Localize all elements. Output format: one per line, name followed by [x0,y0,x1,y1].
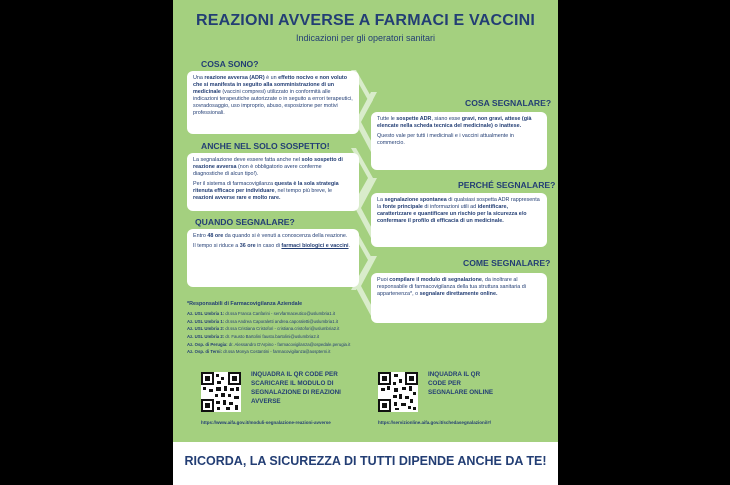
box-quando-segnalare [187,229,359,287]
cosa-sono-text-2: è un [264,75,279,81]
responsabili-row [187,325,397,333]
cosa-segnalare-text-2: , siano esse [431,116,462,122]
footer-banner [173,442,558,485]
box-come-segnalare [371,273,547,323]
qr-code-modulo[interactable] [201,372,241,412]
heading-anche-sospetto: ANCHE NEL SOLO SOSPETTO! [201,141,330,151]
responsabili-person: dr.ssa Cristiana Cristofori - cristiana.cristofori@uslumbria2.it [224,326,340,332]
perche-text-3: di informazioni utili ad [422,204,478,211]
footer-text: RICORDA, LA SICUREZZA DI TUTTI DIPENDE ANCHE DA TE! [184,454,547,468]
quando-text-2: da quando si è venuti a conoscenza della reazione. [223,233,348,239]
responsabili-org: Az. Osp. di Perugia: [187,341,228,347]
cosa-segnalare-bold-1: sospette ADR [396,116,432,122]
cosa-segnalare-bold-2: gravi, non gravi, attese (già elencate nella scheda tecnica del medicinale) o inattese. [377,116,532,130]
qr-code-online[interactable] [378,372,418,412]
cosa-sono-text-1: Una [193,75,205,81]
qr-url-online[interactable]: https://servizionline.aifa.gov.it/schedasegnalazioni/#/ [378,420,491,425]
anche-sospetto-text-1: La segnalazione deve essere fatta anche nel [193,157,302,163]
perche-bold-1: segnalazione spontanea [384,197,447,203]
cosa-sono-bold-1: reazione avversa (ADR) [204,75,265,81]
responsabili-row [187,310,397,318]
quando-text-1: Entro [193,233,208,239]
responsabili-org: Az. USL Umbria 2: [187,326,225,332]
box-perche-segnalare [371,193,547,247]
responsabili-person: dr.ssa Franca Canfarini - servfarmaceutico@uslumbria1.it [224,311,336,317]
responsabili-row [187,318,397,326]
qr-code-icon [201,372,241,412]
come-bold-2: segnalare direttamente online. [419,291,498,298]
anche-sospetto-text-2: (non è obbligatorio avere conferme diagnostiche di alcun tipo!). [193,164,322,178]
heading-cosa-segnalare: COSA SEGNALARE? [465,98,552,108]
poster-subtitle: Indicazioni per gli operatori sanitari [295,33,436,43]
responsabili-org: Az. USL Umbria 1: [187,318,225,324]
quando-bold-1: 48 ore [207,233,224,239]
responsabili-person: dr.ssa Andrea Caporaletti andrea.caporaletti@uslumbria1.it [224,318,338,324]
quando-text-3: Il tempo si riduce a [193,243,240,250]
perche-text-2: di qualsiasi sospetta ADR rappresenta la [377,197,540,211]
heading-cosa-sono: COSA SONO? [201,59,259,69]
quando-text-4: in caso di [255,243,282,250]
box-cosa-sono [187,71,359,134]
anche-sospetto-bold-1: solo sospetto di reazione avversa [193,157,343,171]
responsabili-org: Az. USL Umbria 2: [187,334,225,339]
cosa-segnalare-text-1: Tutte le [377,116,397,122]
responsabili-title: *Responsabili di Farmacovigilanza Aziendale [187,301,303,307]
come-text-2: , da inoltrare al responsabile di farmacovigilanza della tua struttura sanitaria di appartenenza*, o [377,277,526,298]
qr-code-icon [378,372,418,412]
cosa-sono-text-3: (vaccini compresi) utilizzato in conformità alle indicazioni terapeutiche autorizzate o in seguito a errori terapeutici, sovradosaggio, uso improprio, abuso, esposizione per motivi professionali. [193,89,353,117]
responsabili-person: dr.ssa Monya Costantini - farmacovigilanza@aospterni.it [222,349,331,355]
responsabili-row [187,333,397,341]
heading-quando-segnalare: QUANDO SEGNALARE? [195,217,295,227]
poster-title: REAZIONI AVVERSE A FARMACI E VACCINI [195,12,536,29]
qr-text-online: INQUADRA IL QR CODE PER SEGNALARE ONLINE [428,371,494,397]
anche-sospetto-bold-2: questa è la sola strategia ritenuta efficace per individuare [193,181,339,195]
box-anche-sospetto [187,153,359,211]
anche-sospetto-text-3: Per il sistema di farmacovigilanza [193,181,275,188]
responsabili-list [187,300,397,356]
heading-come-segnalare: COME SEGNALARE? [463,258,551,268]
anche-sospetto-bold-3: reazioni avverse rare e molto rare. [193,195,281,202]
cosa-segnalare-text-3: Questo vale per tutti i medicinali e i vaccini attualmente in commercio. [377,133,514,147]
quando-bold-3: farmaci biologici e vaccini [281,243,349,250]
perche-bold-3: identificare, caratterizzare e quantificare un rischio per la sicurezza e/o confermare il profilo di efficacia di un medicinale. [377,204,527,225]
poster [173,0,558,485]
responsabili-row [187,348,397,356]
heading-perche-segnalare: PERCHÉ SEGNALARE? [458,180,556,190]
responsabili-org: Az. Osp. di Terni: [187,349,223,355]
box-cosa-segnalare [371,112,547,170]
perche-bold-2: fonte principale [382,204,423,211]
quando-text-5: . [348,243,351,250]
perche-text-1: La [377,197,385,203]
come-bold-1: compilare il modulo di segnalazione [389,277,482,283]
responsabili-row [187,341,397,349]
cosa-sono-bold-2: effetto nocivo e non voluto che si manifesta in seguito alla somministrazione di un medicinale [193,75,348,96]
responsabili-org: Az. USL Umbria 1: [187,311,225,317]
quando-bold-2: 36 ore [239,243,256,250]
qr-text-modulo: INQUADRA IL QR CODE PER SCARICARE IL MODULO DI SEGNALAZIONE DI REAZIONI AVVERSE [251,371,341,406]
responsabili-person: dr. Fausto Bartolini fausto.bartolini@uslumbria2.it [224,334,320,339]
responsabili-person: dr. Alessandro D'Arpino - farmacovigilanza@ospedale.perugia.it [227,341,351,347]
qr-url-modulo[interactable]: https://www.aifa.gov.it/moduli-segnalazione-reazioni-avverse [201,420,331,425]
come-text-1: Puoi [377,277,390,283]
anche-sospetto-text-4: , nel tempo più breve, le [274,188,333,195]
